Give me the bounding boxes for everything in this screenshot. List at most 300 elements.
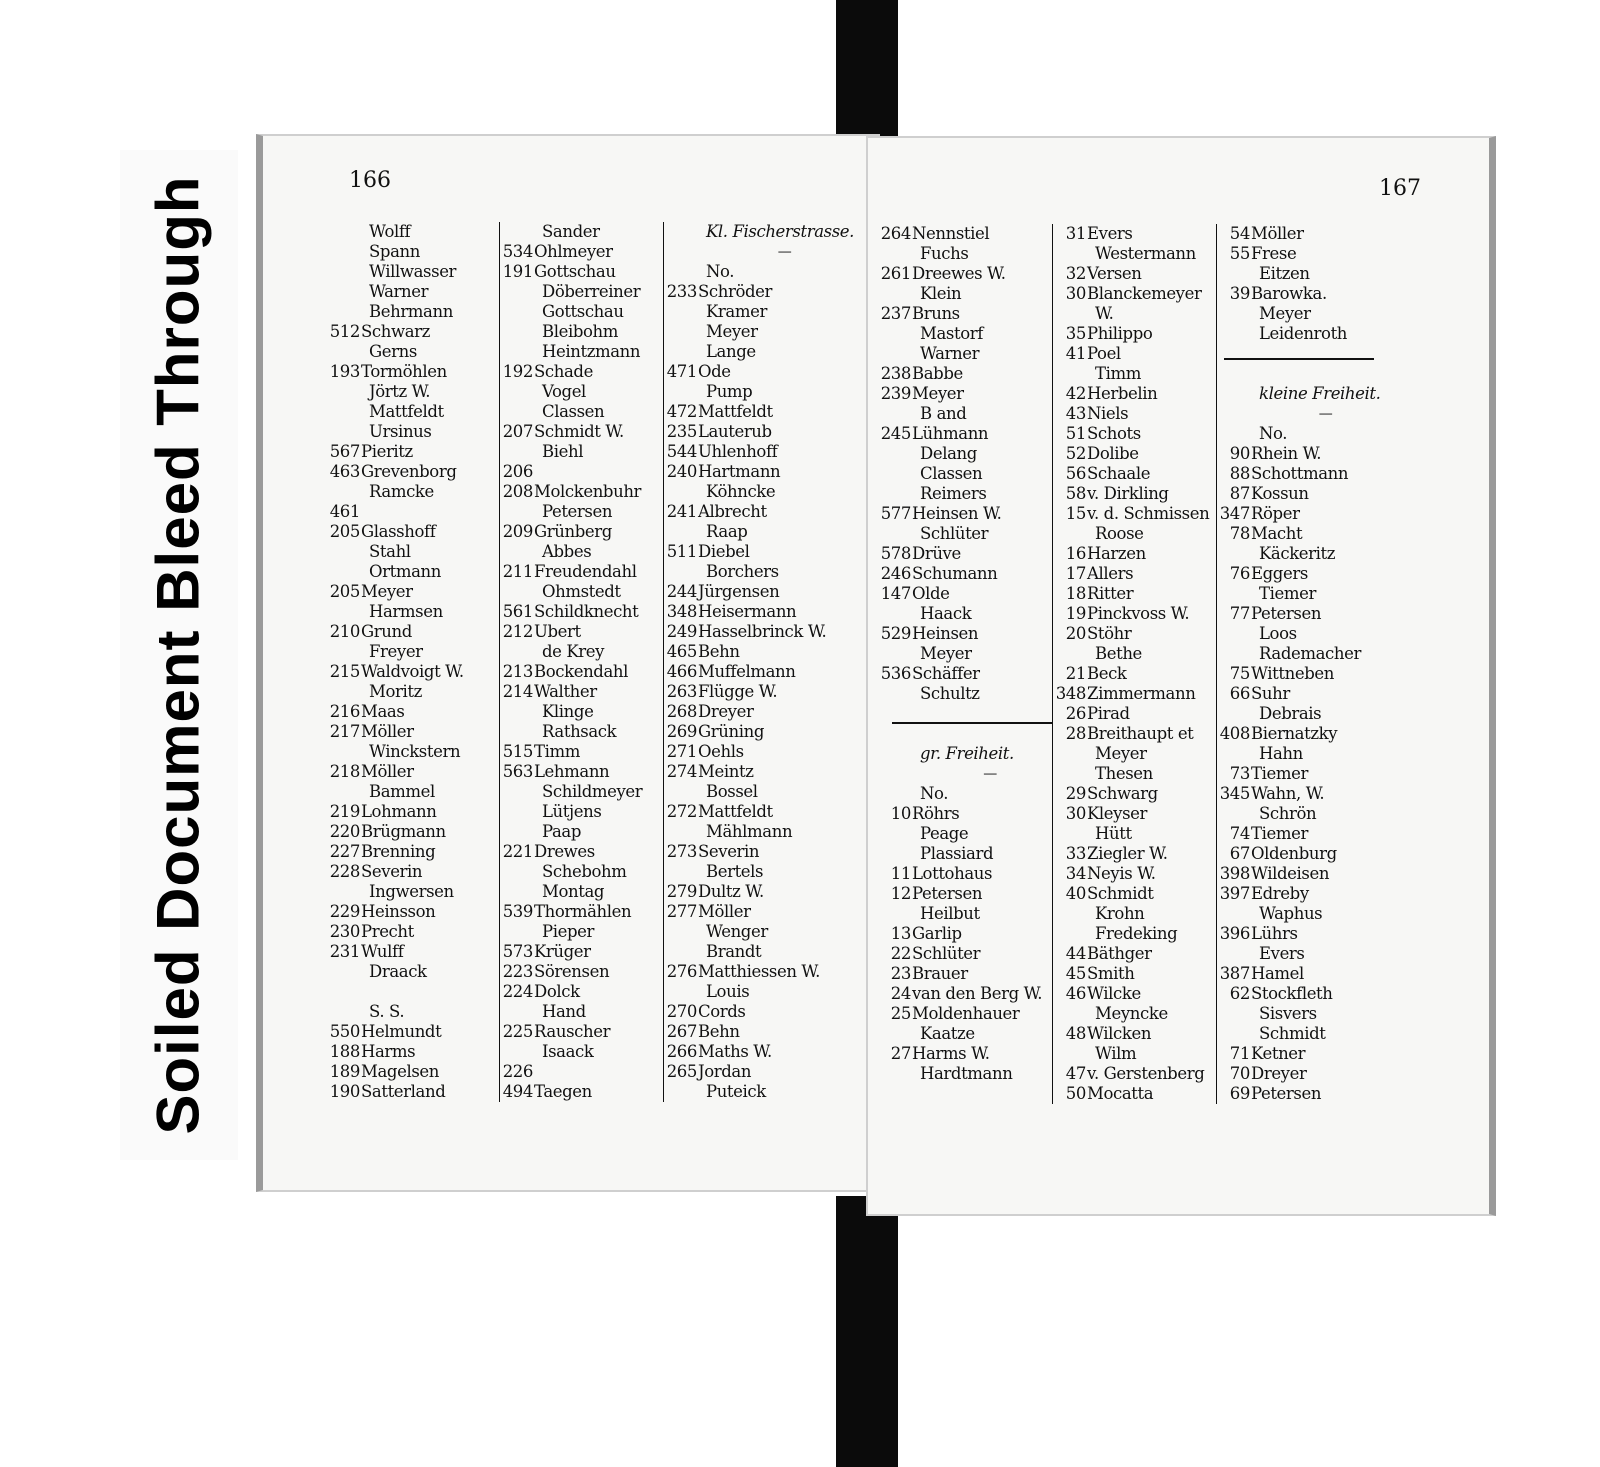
resident-name bbox=[1251, 364, 1259, 384]
directory-entry bbox=[878, 444, 1060, 464]
directory-entry bbox=[664, 782, 863, 802]
resident-name: Sisvers bbox=[1259, 1004, 1317, 1023]
directory-entry bbox=[1217, 704, 1392, 724]
resident-name: Raap bbox=[706, 522, 748, 541]
directory-entry bbox=[500, 482, 665, 502]
house-number: 277 bbox=[666, 902, 697, 921]
directory-entry bbox=[500, 382, 665, 402]
resident-name: No. bbox=[920, 784, 949, 803]
resident-name: Tiemer bbox=[1259, 584, 1316, 603]
directory-entry bbox=[878, 604, 1060, 624]
directory-entry bbox=[664, 662, 863, 682]
house-number: 561 bbox=[502, 602, 533, 621]
directory-entry bbox=[327, 722, 497, 742]
house-number bbox=[500, 722, 534, 742]
directory-entry bbox=[1053, 404, 1220, 424]
directory-entry bbox=[500, 1042, 665, 1062]
resident-name: Röper bbox=[1251, 504, 1300, 523]
directory-entry bbox=[327, 642, 497, 662]
directory-entry bbox=[664, 842, 863, 862]
directory-entry bbox=[327, 662, 497, 682]
house-number bbox=[500, 322, 534, 342]
resident-name: Barowka. bbox=[1251, 284, 1327, 303]
directory-entry bbox=[664, 1042, 863, 1062]
house-number bbox=[500, 782, 534, 802]
house-number: 55 bbox=[1229, 244, 1250, 263]
house-number: 67 bbox=[1229, 844, 1250, 863]
directory-entry bbox=[1053, 984, 1220, 1004]
house-number: 75 bbox=[1229, 664, 1250, 683]
house-number bbox=[500, 382, 534, 402]
resident-name: Wilm bbox=[1095, 1044, 1137, 1063]
resident-name: Poel bbox=[1087, 344, 1121, 363]
directory-entry bbox=[500, 422, 665, 442]
house-number: 66 bbox=[1229, 684, 1250, 703]
resident-name: Versen bbox=[1087, 264, 1142, 283]
directory-entry bbox=[664, 862, 863, 882]
resident-name: Borchers bbox=[706, 562, 779, 581]
directory-entry bbox=[878, 1024, 1060, 1044]
house-number bbox=[878, 644, 912, 664]
resident-name: van den Berg W. bbox=[912, 984, 1043, 1003]
directory-entry bbox=[1217, 804, 1392, 824]
house-number: 512 bbox=[329, 322, 360, 341]
directory-entry bbox=[878, 1004, 1060, 1024]
directory-entry bbox=[1053, 624, 1220, 644]
resident-name: Bertels bbox=[706, 862, 764, 881]
resident-name: Heinsen W. bbox=[912, 504, 1002, 523]
resident-name: Freudendahl bbox=[534, 562, 637, 581]
house-number: 69 bbox=[1229, 1084, 1250, 1103]
house-number: 231 bbox=[329, 942, 360, 961]
house-number: 205 bbox=[329, 522, 360, 541]
directory-entry bbox=[1053, 684, 1220, 704]
house-number: 31 bbox=[1065, 224, 1086, 243]
directory-entry bbox=[500, 402, 665, 422]
house-number bbox=[500, 1002, 534, 1022]
house-number bbox=[327, 482, 361, 502]
directory-entry bbox=[1217, 224, 1392, 244]
resident-name: Kl. Fischerstrasse. bbox=[706, 222, 854, 241]
house-number: 18 bbox=[1065, 584, 1086, 603]
directory-entry bbox=[1053, 364, 1220, 384]
house-number: 189 bbox=[329, 1062, 360, 1081]
resident-name: Gottschau bbox=[534, 262, 616, 281]
house-number bbox=[1217, 324, 1251, 344]
resident-name: Westermann bbox=[1095, 244, 1196, 263]
directory-entry bbox=[327, 802, 497, 822]
house-number bbox=[878, 244, 912, 264]
house-number bbox=[327, 882, 361, 902]
resident-name: Loos bbox=[1259, 624, 1297, 643]
house-number bbox=[878, 744, 912, 764]
directory-entry bbox=[327, 922, 497, 942]
house-number: 471 bbox=[666, 362, 697, 381]
house-number: 345 bbox=[1219, 784, 1250, 803]
directory-entry bbox=[1053, 904, 1220, 924]
resident-name: Heinsson bbox=[361, 902, 436, 921]
resident-name: Roose bbox=[1095, 524, 1144, 543]
house-number bbox=[664, 482, 698, 502]
resident-name: Meyer bbox=[706, 322, 758, 341]
house-number bbox=[1053, 244, 1087, 264]
resident-name: Schlüter bbox=[920, 524, 989, 543]
resident-name: Lütjens bbox=[542, 802, 602, 821]
house-number: 396 bbox=[1219, 924, 1250, 943]
directory-entry bbox=[664, 1022, 863, 1042]
house-number: 74 bbox=[1229, 824, 1250, 843]
directory-entry bbox=[664, 282, 863, 302]
resident-name: kleine Freiheit. bbox=[1259, 384, 1381, 403]
house-number: 15 bbox=[1065, 504, 1086, 523]
resident-name: Garlip bbox=[912, 924, 962, 943]
resident-name: Petersen bbox=[1251, 1084, 1322, 1103]
directory-entry bbox=[664, 382, 863, 402]
house-number bbox=[878, 1024, 912, 1044]
directory-entry bbox=[1217, 904, 1392, 924]
directory-entry bbox=[500, 642, 665, 662]
house-number bbox=[500, 1042, 534, 1062]
house-number bbox=[1217, 744, 1251, 764]
directory-entry bbox=[1217, 644, 1392, 664]
house-number bbox=[878, 484, 912, 504]
resident-name: Ortmann bbox=[369, 562, 441, 581]
directory-entry bbox=[1053, 524, 1220, 544]
resident-name: Schildknecht bbox=[534, 602, 639, 621]
house-number bbox=[1053, 1004, 1087, 1024]
directory-entry bbox=[327, 602, 497, 622]
house-number bbox=[1053, 644, 1087, 664]
directory-entry bbox=[664, 402, 863, 422]
directory-entry bbox=[1053, 1024, 1220, 1044]
directory-entry bbox=[1217, 1044, 1392, 1064]
directory-entry bbox=[1217, 624, 1392, 644]
right-column-2 bbox=[1052, 224, 1220, 1104]
directory-entry bbox=[1053, 224, 1220, 244]
resident-name: Mattfeldt bbox=[369, 402, 444, 421]
house-number: 227 bbox=[329, 842, 360, 861]
house-number: 10 bbox=[890, 804, 911, 823]
resident-name: Vogel bbox=[542, 382, 586, 401]
house-number: 265 bbox=[666, 1062, 697, 1081]
house-number: 465 bbox=[666, 642, 697, 661]
directory-entry bbox=[1053, 1064, 1220, 1084]
directory-entry bbox=[327, 1042, 497, 1062]
resident-name: Harms bbox=[361, 1042, 416, 1061]
house-number: 397 bbox=[1219, 884, 1250, 903]
directory-entry bbox=[327, 562, 497, 582]
resident-name: Lehmann bbox=[534, 762, 610, 781]
resident-name: Plassiard bbox=[920, 844, 994, 863]
page-number-left: 166 bbox=[349, 168, 391, 193]
directory-entry bbox=[500, 722, 665, 742]
resident-name: Ubert bbox=[534, 622, 581, 641]
resident-name: Hütt bbox=[1095, 824, 1132, 843]
resident-name: Pump bbox=[706, 382, 753, 401]
resident-name: Wenger bbox=[706, 922, 768, 941]
directory-entry bbox=[1217, 344, 1392, 364]
resident-name: Bäthger bbox=[1087, 944, 1152, 963]
directory-entry bbox=[664, 602, 863, 622]
directory-entry bbox=[327, 362, 497, 382]
directory-entry bbox=[1217, 424, 1392, 444]
house-number: 348 bbox=[666, 602, 697, 621]
directory-entry bbox=[1217, 324, 1392, 344]
house-number: 29 bbox=[1065, 784, 1086, 803]
resident-name: Harmsen bbox=[369, 602, 443, 621]
directory-entry bbox=[500, 222, 665, 242]
house-number bbox=[1217, 584, 1251, 604]
house-number bbox=[878, 904, 912, 924]
directory-entry bbox=[327, 222, 497, 242]
resident-name: Breithaupt et bbox=[1087, 724, 1194, 743]
house-number bbox=[1217, 1024, 1251, 1044]
house-number: 28 bbox=[1065, 724, 1086, 743]
section-divider-kleine-freiheit bbox=[1224, 358, 1374, 360]
resident-name: Spann bbox=[369, 242, 420, 261]
directory-entry bbox=[878, 964, 1060, 984]
directory-entry bbox=[1217, 544, 1392, 564]
house-number bbox=[500, 822, 534, 842]
house-number: 218 bbox=[329, 762, 360, 781]
directory-entry bbox=[500, 282, 665, 302]
directory-entry bbox=[500, 922, 665, 942]
directory-entry bbox=[327, 842, 497, 862]
house-number: 24 bbox=[890, 984, 911, 1003]
resident-name: Reimers bbox=[920, 484, 987, 503]
house-number: 238 bbox=[880, 364, 911, 383]
heading-dash bbox=[1217, 404, 1392, 424]
resident-name: Behrmann bbox=[369, 302, 453, 321]
directory-entry bbox=[327, 342, 497, 362]
house-number: 266 bbox=[666, 1042, 697, 1061]
directory-entry bbox=[327, 942, 497, 962]
house-number: 563 bbox=[502, 762, 533, 781]
resident-name: Biehl bbox=[542, 442, 584, 461]
directory-entry bbox=[878, 724, 1060, 744]
resident-name: Willwasser bbox=[369, 262, 457, 281]
resident-name: Schebohm bbox=[542, 862, 627, 881]
house-number bbox=[878, 524, 912, 544]
resident-name: Petersen bbox=[1251, 604, 1322, 623]
resident-name: Pirad bbox=[1087, 704, 1130, 723]
resident-name: Klinge bbox=[542, 702, 594, 721]
directory-entry bbox=[1053, 264, 1220, 284]
house-number bbox=[327, 682, 361, 702]
directory-entry bbox=[327, 1002, 497, 1022]
resident-name: Neyis W. bbox=[1087, 864, 1156, 883]
directory-entry bbox=[327, 582, 497, 602]
house-number bbox=[500, 302, 534, 322]
house-number: 216 bbox=[329, 702, 360, 721]
house-number: 209 bbox=[502, 522, 533, 541]
directory-entry bbox=[664, 982, 863, 1002]
house-number bbox=[1053, 524, 1087, 544]
resident-name: Schaale bbox=[1087, 464, 1151, 483]
house-number bbox=[664, 222, 698, 242]
right-page bbox=[866, 136, 1496, 1216]
resident-name: Frese bbox=[1251, 244, 1297, 263]
resident-name: Grevenborg bbox=[361, 462, 457, 481]
house-number: 205 bbox=[329, 582, 360, 601]
house-number bbox=[664, 522, 698, 542]
resident-name: Grüning bbox=[698, 722, 764, 741]
resident-name: Peage bbox=[920, 824, 969, 843]
directory-entry bbox=[1217, 724, 1392, 744]
house-number: 241 bbox=[666, 502, 697, 521]
resident-name: Timm bbox=[534, 742, 580, 761]
resident-name: Wolff bbox=[369, 222, 411, 241]
directory-entry bbox=[878, 244, 1060, 264]
resident-name: Kaatze bbox=[920, 1024, 975, 1043]
directory-entry bbox=[878, 884, 1060, 904]
left-page bbox=[256, 134, 880, 1192]
resident-name: Oehls bbox=[698, 742, 744, 761]
directory-entry bbox=[1217, 604, 1392, 624]
house-number bbox=[1053, 1044, 1087, 1064]
house-number: 19 bbox=[1065, 604, 1086, 623]
directory-entry bbox=[1217, 564, 1392, 584]
resident-name: Diebel bbox=[698, 542, 750, 561]
resident-name: Röhrs bbox=[912, 804, 960, 823]
house-number: 43 bbox=[1065, 404, 1086, 423]
resident-name: Heilbut bbox=[920, 904, 980, 923]
house-number bbox=[878, 344, 912, 364]
resident-name: Molckenbuhr bbox=[534, 482, 642, 501]
resident-name: Schmidt bbox=[1087, 884, 1154, 903]
resident-name: Dolibe bbox=[1087, 444, 1139, 463]
house-number bbox=[1277, 404, 1311, 424]
house-number: 47 bbox=[1065, 1064, 1086, 1083]
resident-name: Bleibohm bbox=[542, 322, 619, 341]
resident-name: Tiemer bbox=[1251, 764, 1308, 783]
resident-name: Haack bbox=[920, 604, 972, 623]
directory-entry bbox=[878, 324, 1060, 344]
right-column-1 bbox=[878, 224, 1060, 1084]
house-number: 25 bbox=[890, 1004, 911, 1023]
directory-entry bbox=[878, 284, 1060, 304]
directory-entry bbox=[1053, 884, 1220, 904]
directory-entry bbox=[664, 362, 863, 382]
directory-entry bbox=[664, 1082, 863, 1102]
house-number: 213 bbox=[502, 662, 533, 681]
resident-name: Jürgensen bbox=[698, 582, 780, 601]
directory-entry bbox=[1217, 964, 1392, 984]
resident-name: Precht bbox=[361, 922, 414, 941]
resident-name: Kleyser bbox=[1087, 804, 1148, 823]
directory-entry bbox=[664, 802, 863, 822]
house-number bbox=[1217, 384, 1251, 404]
house-number: 54 bbox=[1229, 224, 1250, 243]
resident-name: Macht bbox=[1251, 524, 1303, 543]
resident-name: Dreyer bbox=[1251, 1064, 1307, 1083]
house-number bbox=[664, 862, 698, 882]
house-number bbox=[327, 782, 361, 802]
resident-name: Schlüter bbox=[912, 944, 981, 963]
resident-name: Olde bbox=[912, 584, 950, 603]
house-number: 515 bbox=[502, 742, 533, 761]
directory-entry bbox=[664, 562, 863, 582]
directory-entry bbox=[878, 1044, 1060, 1064]
house-number bbox=[664, 322, 698, 342]
directory-entry bbox=[1053, 604, 1220, 624]
resident-name: Mählmann bbox=[706, 822, 793, 841]
directory-entry bbox=[1053, 824, 1220, 844]
house-number bbox=[1217, 1004, 1251, 1024]
directory-entry bbox=[1053, 424, 1220, 444]
directory-entry bbox=[327, 462, 497, 482]
directory-entry bbox=[500, 262, 665, 282]
directory-entry bbox=[1053, 644, 1220, 664]
house-number bbox=[327, 1002, 361, 1022]
directory-entry bbox=[327, 302, 497, 322]
directory-entry bbox=[878, 684, 1060, 704]
resident-name: Wilcken bbox=[1087, 1024, 1152, 1043]
resident-name: Schwarz bbox=[361, 322, 430, 341]
resident-name: Harzen bbox=[1087, 544, 1146, 563]
resident-name: Käckeritz bbox=[1259, 544, 1336, 563]
house-number: 223 bbox=[502, 962, 533, 981]
resident-name: Ingwersen bbox=[369, 882, 454, 901]
directory-entry bbox=[1217, 264, 1392, 284]
resident-name: Walther bbox=[534, 682, 597, 701]
house-number bbox=[500, 402, 534, 422]
resident-name: Uhlenhoff bbox=[698, 442, 778, 461]
house-number: 219 bbox=[329, 802, 360, 821]
binding-spine-top bbox=[836, 0, 898, 138]
house-number: 536 bbox=[880, 664, 911, 683]
house-number bbox=[327, 642, 361, 662]
directory-entry bbox=[1053, 384, 1220, 404]
resident-name: Schade bbox=[534, 362, 593, 381]
directory-entry bbox=[1217, 1084, 1392, 1104]
directory-entry bbox=[327, 1022, 497, 1042]
house-number bbox=[500, 282, 534, 302]
directory-entry bbox=[327, 282, 497, 302]
directory-entry bbox=[327, 402, 497, 422]
directory-entry bbox=[878, 844, 1060, 864]
resident-name: Flügge W. bbox=[698, 682, 778, 701]
house-number: 245 bbox=[880, 424, 911, 443]
resident-name: Grünberg bbox=[534, 522, 612, 541]
directory-entry bbox=[1053, 244, 1220, 264]
house-number bbox=[664, 562, 698, 582]
resident-name: Beck bbox=[1087, 664, 1127, 683]
resident-name: Köhncke bbox=[706, 482, 776, 501]
directory-entry bbox=[327, 682, 497, 702]
house-number bbox=[1217, 344, 1251, 364]
resident-name: Stockfleth bbox=[1251, 984, 1333, 1003]
house-number bbox=[327, 282, 361, 302]
directory-entry bbox=[1053, 844, 1220, 864]
house-number: 261 bbox=[880, 264, 911, 283]
house-number: 226 bbox=[502, 1062, 533, 1081]
resident-name: Heintzmann bbox=[542, 342, 641, 361]
directory-entry bbox=[664, 422, 863, 442]
left-column-2 bbox=[499, 222, 665, 1102]
directory-entry bbox=[878, 664, 1060, 684]
directory-entry bbox=[1217, 524, 1392, 544]
resident-name: Hartmann bbox=[698, 462, 781, 481]
resident-name: S. S. bbox=[369, 1002, 405, 1021]
house-number bbox=[327, 422, 361, 442]
directory-entry bbox=[878, 804, 1060, 824]
house-number: 577 bbox=[880, 504, 911, 523]
directory-entry bbox=[327, 762, 497, 782]
directory-entry bbox=[1217, 584, 1392, 604]
resident-name: Babbe bbox=[912, 364, 963, 383]
resident-name: Evers bbox=[1259, 944, 1305, 963]
